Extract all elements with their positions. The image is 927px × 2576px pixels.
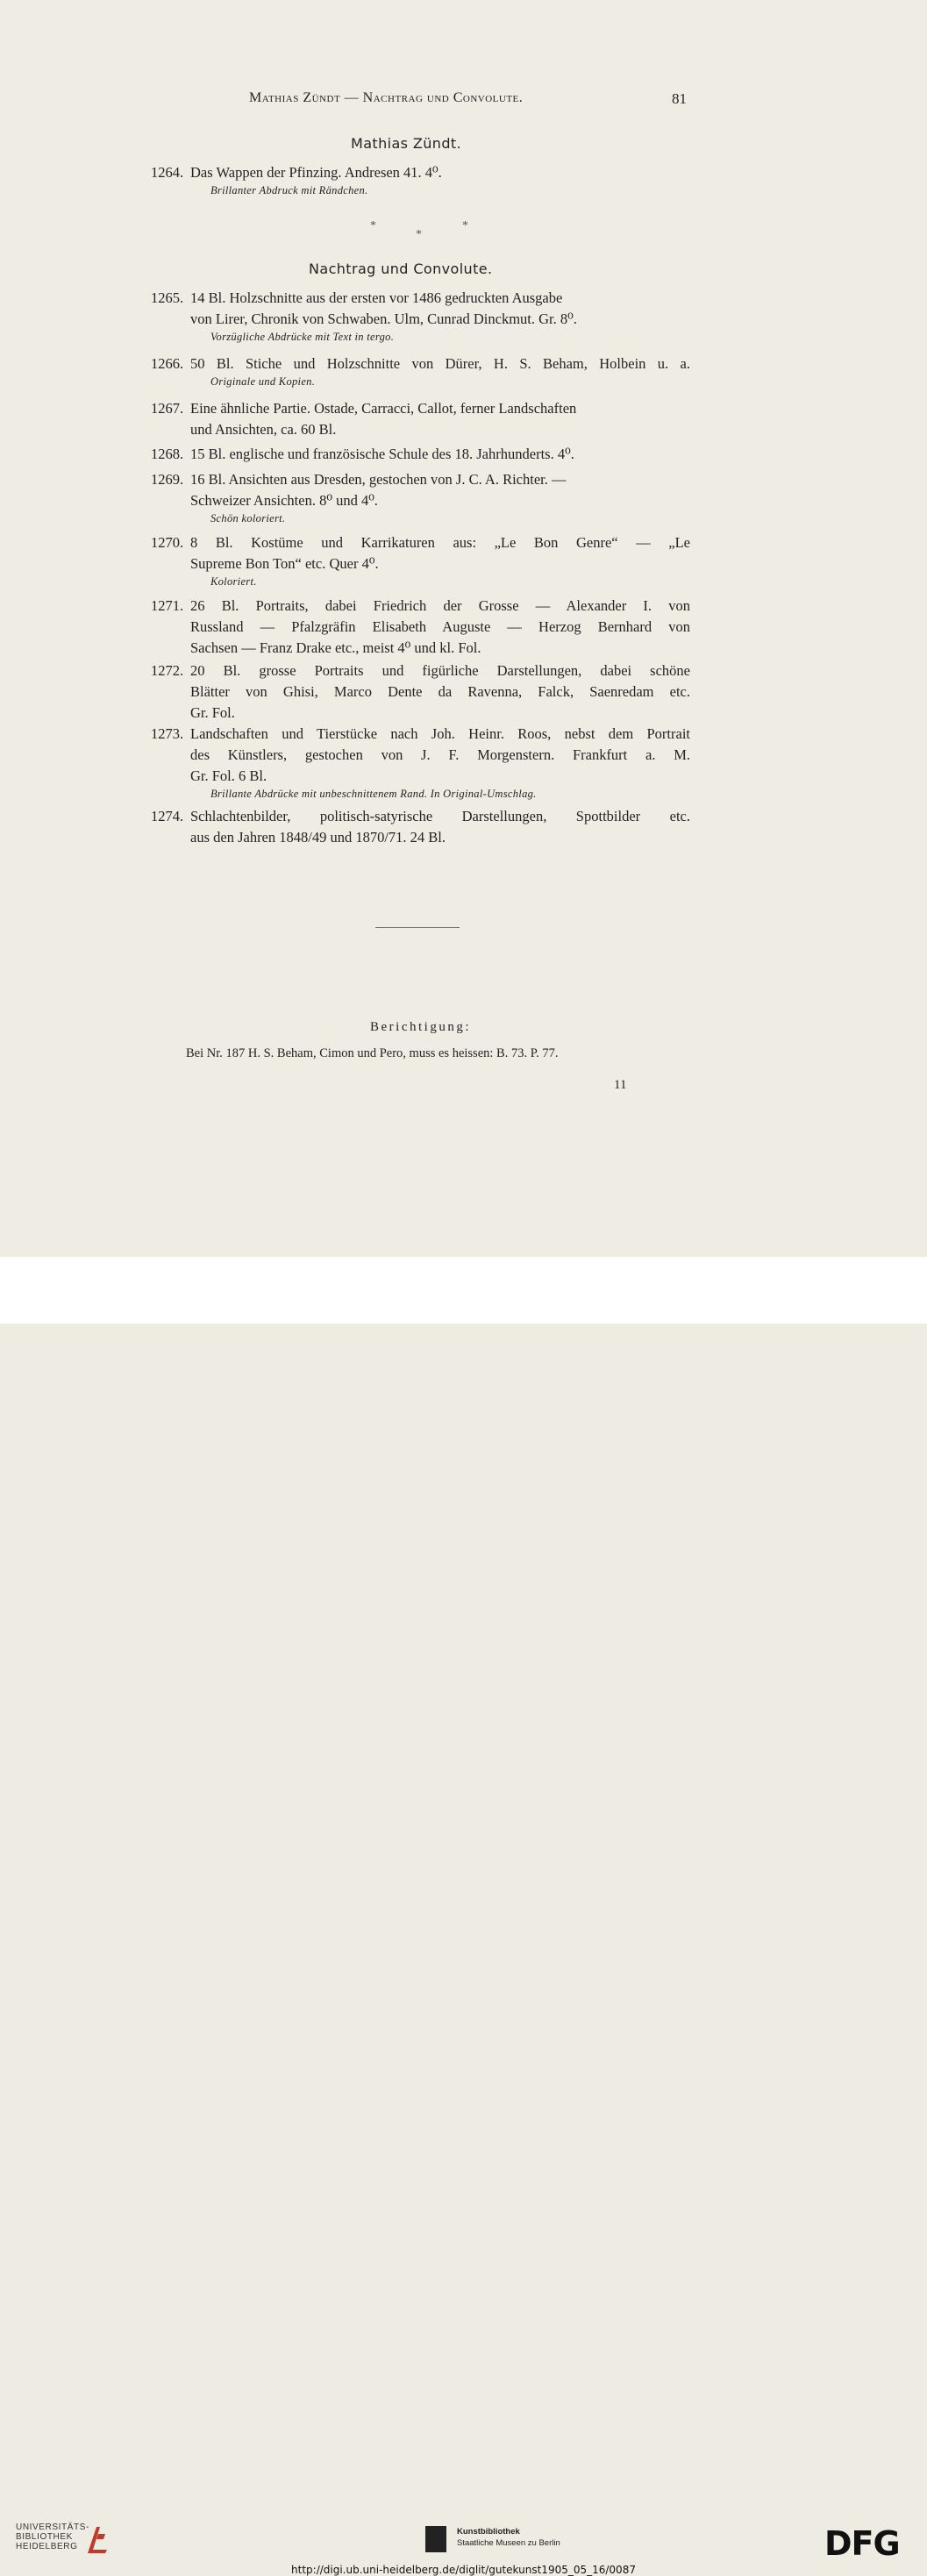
entry-number: 1271. — [151, 597, 184, 614]
catalog-entry — [151, 398, 690, 440]
divider-star: * — [416, 228, 422, 241]
section-title-nachtrag: Nachtrag und Convolute. — [309, 260, 493, 277]
catalog-entry — [151, 596, 690, 659]
entry-line: des Künstlers, gestochen von J. F. Morgenstern. Frankfurt a. M. — [190, 746, 690, 763]
entry-number: 1269. — [151, 471, 184, 488]
entry-line: Supreme Bon Ton“ etc. Quer 4⁰. — [190, 555, 379, 572]
divider-star: * — [462, 219, 468, 232]
university-emblem-icon — [84, 2523, 111, 2558]
entry-line: aus den Jahren 1848/49 und 1870/71. 24 Bl. — [190, 829, 446, 846]
separator-rule — [375, 927, 460, 928]
catalog-entry — [151, 469, 690, 527]
university-library-logo[interactable] — [16, 2522, 89, 2551]
signature-mark: 11 — [614, 1078, 627, 1092]
entry-line: 26 Bl. Portraits, dabei Friedrich der Grosse — Alexander I. von — [190, 597, 690, 614]
entry-note: Vorzügliche Abdrücke mit Text in tergo. — [210, 331, 395, 343]
catalog-entry — [151, 162, 690, 199]
catalog-entry — [151, 660, 690, 724]
entry-line: Landschaften und Tierstücke nach Joh. Heinr. Roos, nebst dem Portrait — [190, 725, 690, 742]
entry-number: 1265. — [151, 289, 184, 306]
entry-line: 14 Bl. Holzschnitte aus der ersten vor 1486 gedruckten Ausgabe — [190, 289, 563, 306]
uni-logo-line: BIBLIOTHEK — [16, 2532, 73, 2542]
kb-title: Kunstbibliothek — [457, 2527, 520, 2537]
entry-line: von Lirer, Chronik von Schwaben. Ulm, Cunrad Dinckmut. Gr. 8⁰. — [190, 310, 577, 327]
catalog-entry — [151, 444, 690, 465]
entry-line: Gr. Fol. 6 Bl. — [190, 767, 267, 784]
entry-note: Originale und Kopien. — [210, 375, 316, 388]
kunstbibliothek-logo-icon — [425, 2526, 446, 2552]
entry-line: 20 Bl. grosse Portraits und figürliche Darstellungen, dabei schöne — [190, 662, 690, 679]
entry-number: 1264. — [151, 164, 184, 181]
entry-line: 50 Bl. Stiche und Holzschnitte von Dürer, H. S. Beham, Holbein u. a. — [190, 355, 690, 372]
catalog-entry — [151, 532, 690, 590]
entry-line: Russland — Pfalzgräfin Elisabeth Auguste — Herzog Bernhard von — [190, 618, 690, 635]
entry-line: Sachsen — Franz Drake etc., meist 4⁰ und kl. Fol. — [190, 639, 481, 656]
entry-line: Blätter von Ghisi, Marco Dente da Ravenna, Falck, Saenredam etc. — [190, 683, 690, 700]
entry-line: Gr. Fol. — [190, 704, 235, 721]
catalog-entry — [151, 724, 690, 803]
entry-number: 1273. — [151, 725, 184, 742]
uni-logo-line: HEIDELBERG — [16, 2542, 78, 2551]
entry-note: Schön koloriert. — [210, 512, 286, 524]
entry-line: 15 Bl. englische und französische Schule des 18. Jahrhunderts. 4⁰. — [190, 446, 574, 462]
catalog-entry — [151, 806, 690, 848]
entry-line: 16 Bl. Ansichten aus Dresden, gestochen von J. C. A. Richter. — — [190, 471, 567, 488]
kb-subtitle: Staatliche Museen zu Berlin — [457, 2538, 560, 2548]
berichtigung-heading: Berichtigung: — [370, 1020, 471, 1034]
entry-line: Schweizer Ansichten. 8⁰ und 4⁰. — [190, 492, 378, 509]
section-title-mathias-zuendt: Mathias Zündt. — [351, 135, 462, 152]
entry-number: 1266. — [151, 355, 184, 372]
entry-line: und Ansichten, ca. 60 Bl. — [190, 421, 337, 438]
entry-line: Schlachtenbilder, politisch-satyrische Darstellungen, Spottbilder etc. — [190, 808, 690, 824]
dfg-logo[interactable]: DFG — [824, 2524, 900, 2563]
entry-line: Das Wappen der Pfinzing. Andresen 41. 4⁰. — [190, 164, 442, 181]
catalog-entry — [151, 288, 690, 346]
document-page — [0, 0, 927, 1257]
entry-number: 1268. — [151, 446, 184, 462]
divider-star: * — [370, 219, 376, 232]
entry-note: Koloriert. — [210, 575, 257, 588]
entry-note: Brillante Abdrücke mit unbeschnittenem Rand. In Original-Umschlag. — [210, 788, 537, 800]
uni-logo-line: UNIVERSITÄTS- — [16, 2522, 89, 2532]
entry-number: 1274. — [151, 808, 184, 824]
page-url[interactable]: http://digi.ub.uni-heidelberg.de/diglit/gutekunst1905_05_16/0087 — [291, 2564, 636, 2576]
entry-note: Brillanter Abdruck mit Rändchen. — [210, 184, 368, 196]
page-number: 81 — [672, 90, 687, 107]
entry-line: 8 Bl. Kostüme und Karrikaturen aus: „Le Bon Genre“ — „Le — [190, 534, 690, 551]
entry-number: 1267. — [151, 400, 184, 417]
catalog-entry — [151, 353, 690, 390]
running-head: Mathias Zündt — Nachtrag und Convolute. — [249, 90, 524, 105]
berichtigung-text: Bei Nr. 187 H. S. Beham, Cimon und Pero, muss es heissen: B. 73. P. 77. — [186, 1046, 559, 1060]
kunstbibliothek-logo[interactable] — [457, 2526, 560, 2549]
entry-line: Eine ähnliche Partie. Ostade, Carracci, Callot, ferner Landschaften — [190, 400, 577, 417]
entry-number: 1270. — [151, 534, 184, 551]
entry-number: 1272. — [151, 662, 184, 679]
viewer-footer — [0, 1257, 927, 2576]
